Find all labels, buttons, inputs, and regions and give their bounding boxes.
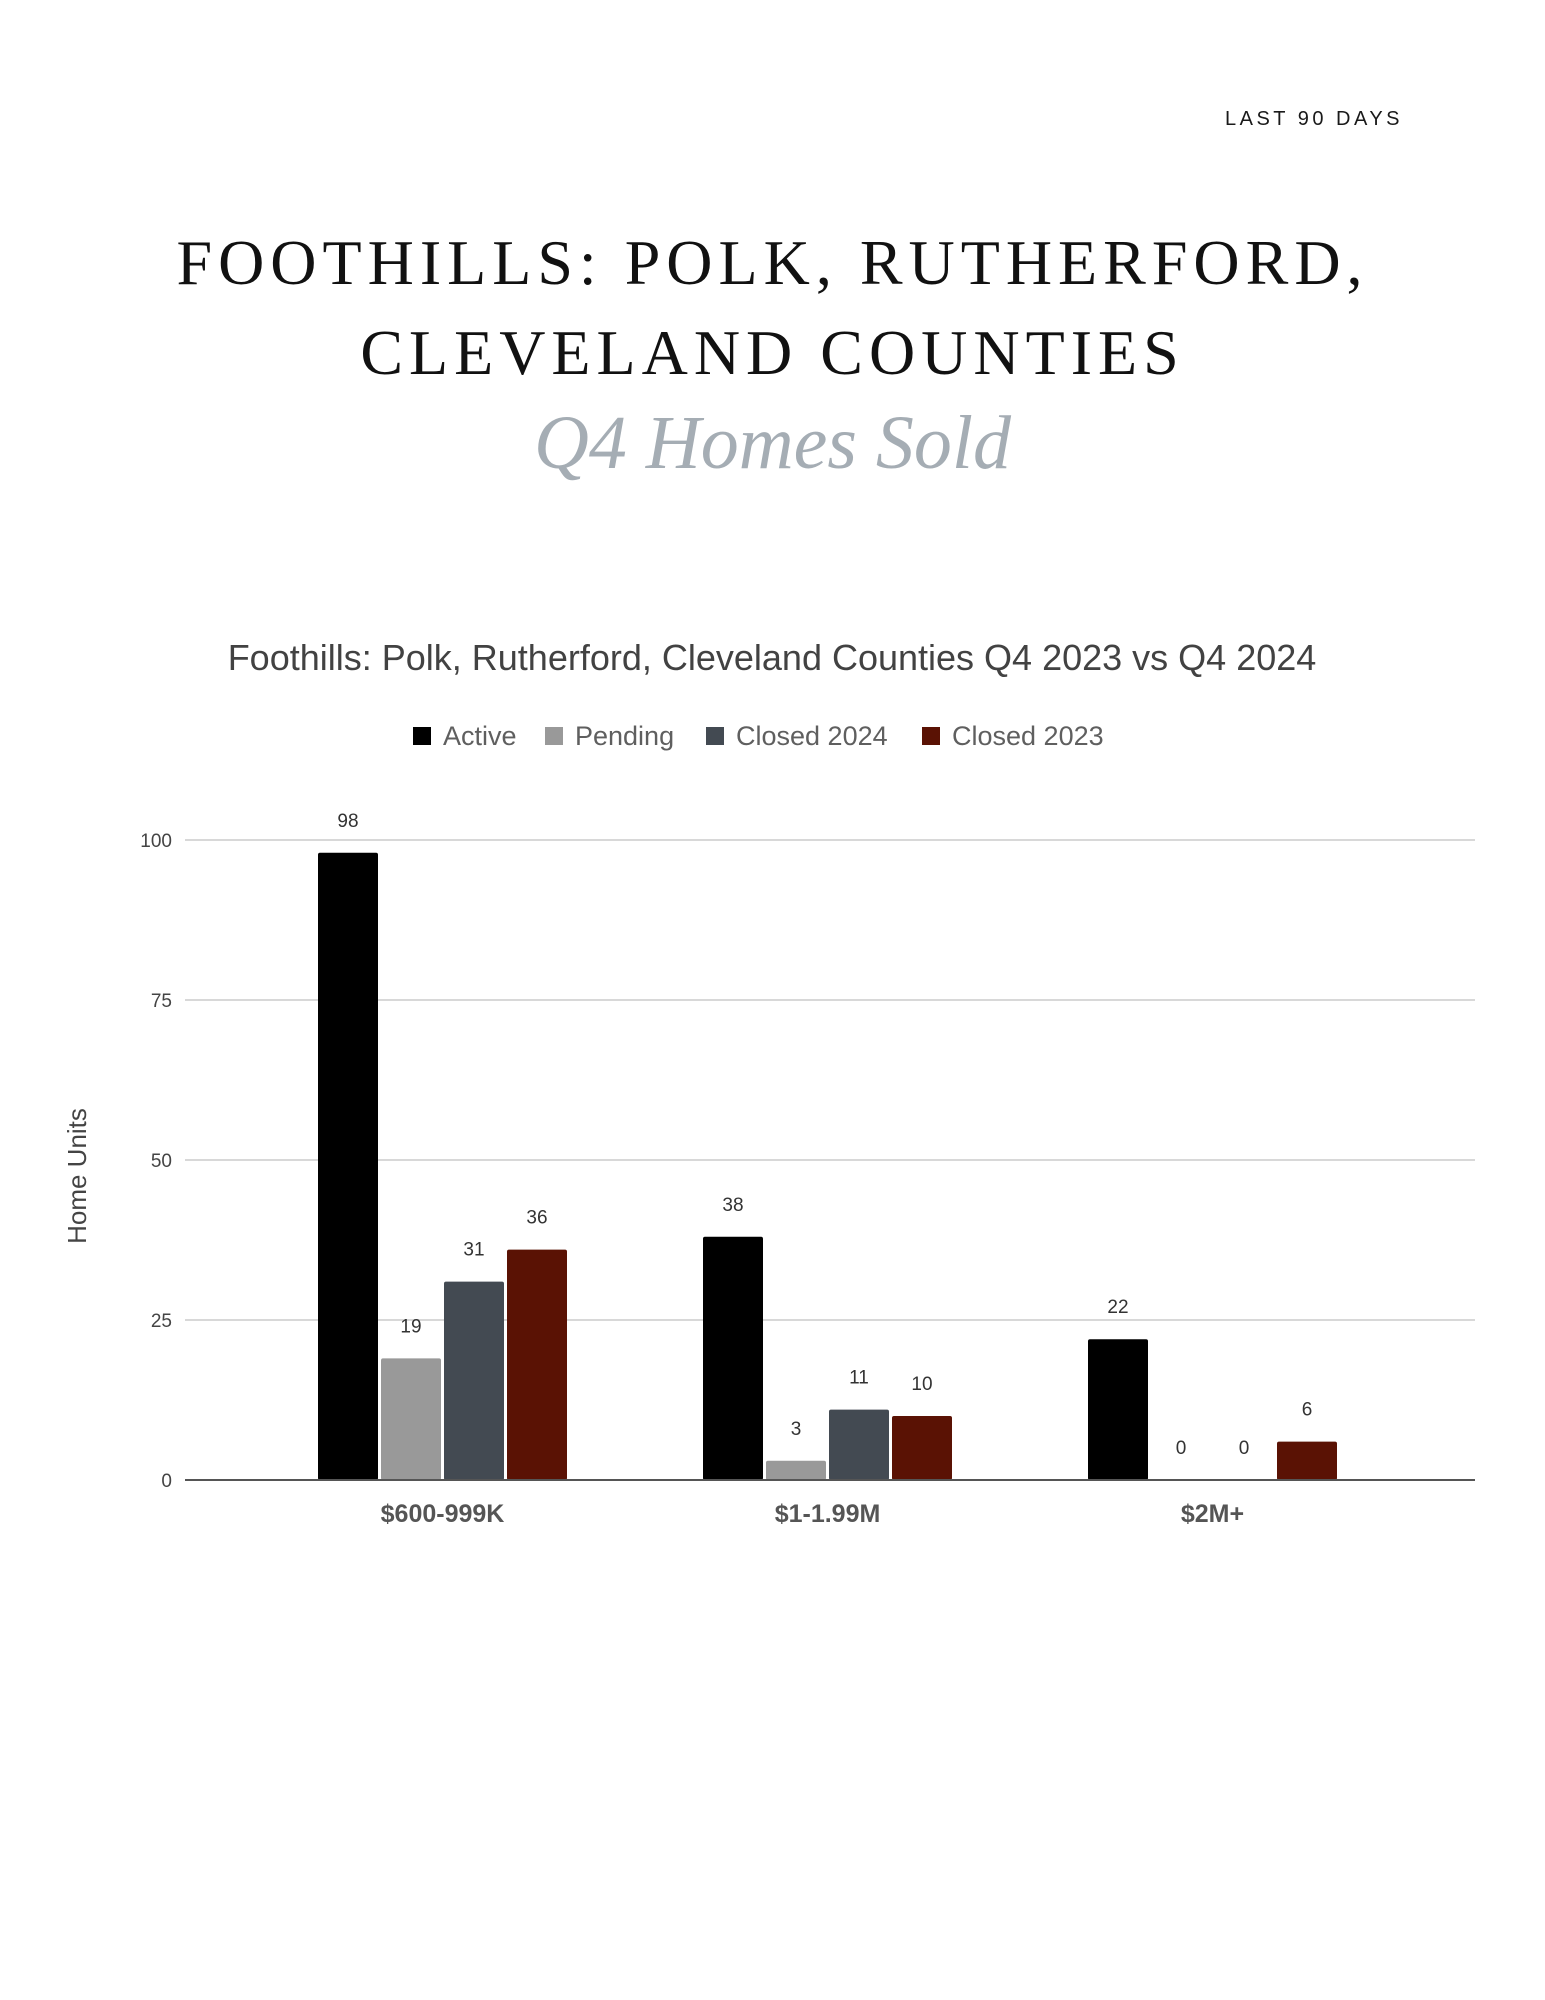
bar-active-2m (1088, 1339, 1148, 1480)
legend-swatch-pending (545, 727, 563, 745)
bar-closed-2023-1-1-99m (892, 1416, 952, 1480)
bar-pending-1-1-99m (766, 1461, 826, 1480)
legend-swatch-active (413, 727, 431, 745)
bar-closed-2023-600-999k (507, 1250, 567, 1480)
y-tick-label: 100 (140, 831, 172, 852)
chart-legend (413, 721, 1104, 751)
y-axis-title: Home Units (62, 1108, 92, 1244)
legend-label-closed-2024: Closed 2024 (736, 721, 888, 751)
data-label: 6 (1301, 1399, 1313, 1421)
page-title-line-1: FOOTHILLS: POLK, RUTHERFORD, (176, 227, 1369, 298)
legend-label-active: Active (443, 721, 517, 751)
legend-label-closed-2023: Closed 2023 (952, 721, 1104, 751)
data-label: 3 (790, 1418, 802, 1440)
y-tick-label: 0 (161, 1471, 172, 1492)
x-category-label: $600-999K (380, 1500, 505, 1528)
chart-bars (318, 853, 1337, 1480)
data-label: 11 (849, 1367, 869, 1389)
legend-swatch-closed-2023 (922, 727, 940, 745)
bar-chart (0, 620, 1545, 1540)
data-label: 22 (1107, 1297, 1129, 1319)
y-axis-ticks (140, 831, 172, 1492)
legend-swatch-closed-2024 (706, 727, 724, 745)
page-title (0, 218, 1545, 398)
data-label: 36 (526, 1207, 548, 1229)
data-label: 31 (463, 1239, 485, 1261)
legend-label-pending: Pending (575, 721, 675, 751)
page-title-line-2: CLEVELAND COUNTIES (360, 317, 1185, 388)
chart-gridlines (185, 840, 1475, 1320)
data-label: 0 (1175, 1438, 1187, 1459)
y-tick-label: 50 (150, 1151, 172, 1172)
y-tick-label: 75 (150, 991, 172, 1012)
page-subtitle: Q4 Homes Sold (533, 401, 1012, 485)
bar-pending-600-999k (381, 1358, 441, 1480)
bar-active-1-1-99m (703, 1237, 763, 1480)
x-axis-categories (381, 1500, 1244, 1528)
chart-title: Foothills: Polk, Rutherford, Cleveland Counties Q4 2023 vs Q4 2024 (227, 637, 1317, 678)
data-label: 38 (722, 1194, 744, 1216)
bar-closed-2024-600-999k (444, 1282, 504, 1480)
y-tick-label: 25 (150, 1311, 172, 1332)
bar-closed-2024-1-1-99m (829, 1410, 889, 1480)
period-label: LAST 90 DAYS (1225, 108, 1403, 130)
x-category-label: $1-1.99M (774, 1500, 881, 1528)
x-category-label: $2M+ (1180, 1500, 1245, 1528)
bar-active-600-999k (318, 853, 378, 1480)
data-label: 98 (337, 810, 359, 832)
data-label: 10 (911, 1374, 933, 1395)
data-label: 0 (1238, 1438, 1250, 1459)
data-label: 19 (400, 1316, 422, 1338)
bar-closed-2023-2m (1277, 1442, 1337, 1480)
